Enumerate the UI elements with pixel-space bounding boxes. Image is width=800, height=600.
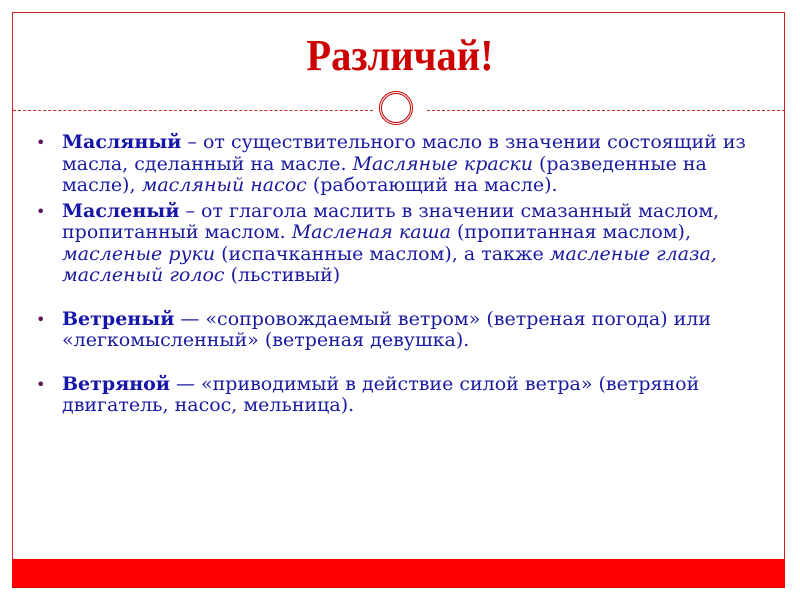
text: – от существительного масло в значении состоящий из масла, сделанный на масле. <box>62 131 746 175</box>
term: Масленый <box>62 199 180 222</box>
term: Масляный <box>62 131 182 153</box>
text: (работающий на масле). <box>306 174 558 196</box>
divider-right <box>427 110 785 111</box>
text: (разведенные на масле), <box>62 152 707 196</box>
example: Масляные краски <box>352 152 533 175</box>
term: Ветреный <box>62 307 175 330</box>
bullet-icon: • <box>36 309 46 329</box>
divider-left <box>13 110 373 111</box>
example: масленые глаза, масленый голос <box>62 242 717 286</box>
list-item-vetryanoy <box>34 374 764 417</box>
text: (льстивый) <box>224 264 341 286</box>
list-item-vetreny <box>34 309 764 352</box>
text: (испачканные маслом), а также <box>215 242 550 265</box>
list-item-masleny <box>34 201 764 287</box>
bullet-icon: • <box>36 201 46 221</box>
bullet-icon: • <box>36 374 46 394</box>
footer-band <box>12 559 785 588</box>
example: Масленая каша <box>291 221 451 243</box>
list-item-maslyany <box>34 132 764 197</box>
text: — «приводимый в действие силой ветра» (ветряной двигатель, насос, мельница). <box>62 372 700 416</box>
text: (пропитанная маслом), <box>450 221 691 243</box>
bullet-list <box>34 132 764 417</box>
example: масляный насос <box>141 174 307 196</box>
circle-ornament-icon <box>379 91 413 125</box>
text: – от глагола маслить в значении смазанный маслом, пропитанный маслом. <box>62 199 720 243</box>
term: Ветряной <box>62 372 170 395</box>
slide-title: Различай! <box>306 31 494 80</box>
bullet-icon: • <box>36 133 46 152</box>
text: — «сопровождаемый ветром» (ветреная погода) или «легкомысленный» (ветреная девушка). <box>62 307 712 351</box>
example: масленые руки <box>62 242 216 265</box>
